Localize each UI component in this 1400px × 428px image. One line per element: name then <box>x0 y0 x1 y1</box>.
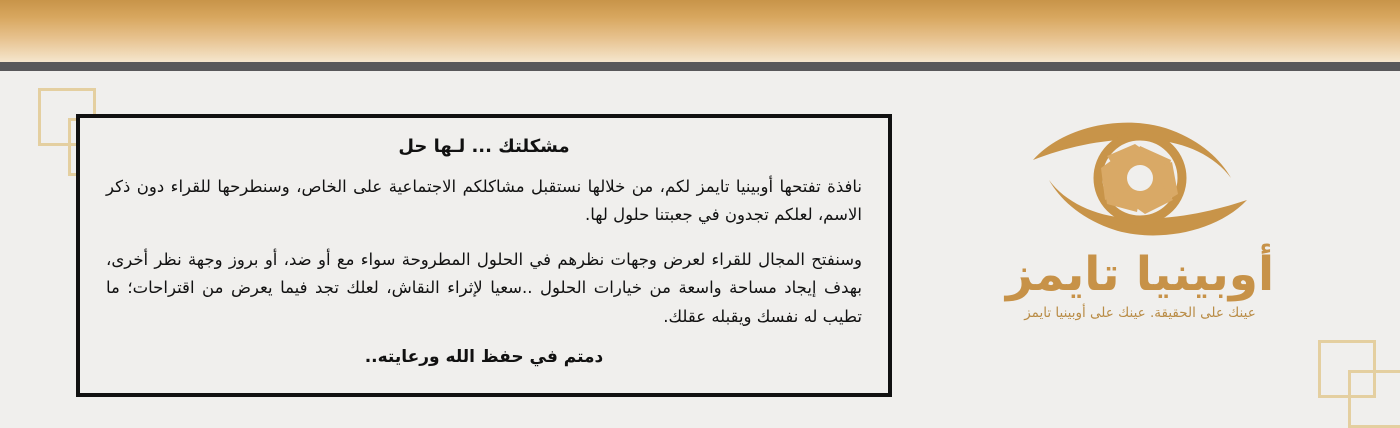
article-headline: مشكلتك ... لـها حل <box>398 136 570 157</box>
article-box <box>76 114 892 397</box>
article-paragraph-1: نافذة تفتحها أوبينيا تايمز لكم، من خلالها نستقبل مشاكلكم الاجتماعية على الخاص، وسنطرحها للقراء دون ذكر الاسم، لعلكم تجدون في جعبتنا حلول لها. <box>106 177 862 225</box>
decorative-square-bottom-inner <box>1348 370 1400 428</box>
brand-tagline: عينك على الحقيقة. عينك على أوبينيا تايمز <box>1024 305 1256 322</box>
top-divider-rule <box>0 62 1400 71</box>
article-paragraph-2: وسنفتح المجال للقراء لعرض وجهات نظرهم في الحلول المطروحة سواء مع أو ضد، أو بروز وجهة نظر أخرى، بهدف إيجاد مساحة واسعة من خيارات الحلول ..سعيا لإثراء النقاش، لعلك تجد فيما يعرض من اقتراحات؛ ما تطيب له نفسك ويقبله عقلك. <box>106 249 862 326</box>
brand-wordmark: أوبينيا تايمز <box>1005 247 1275 302</box>
article-closing-line: دمتم في حفظ الله ورعايته.. <box>364 346 604 367</box>
eye-aperture-logo-icon <box>1025 108 1255 248</box>
brand-logo-block <box>930 108 1350 373</box>
top-gradient-banner <box>0 0 1400 62</box>
